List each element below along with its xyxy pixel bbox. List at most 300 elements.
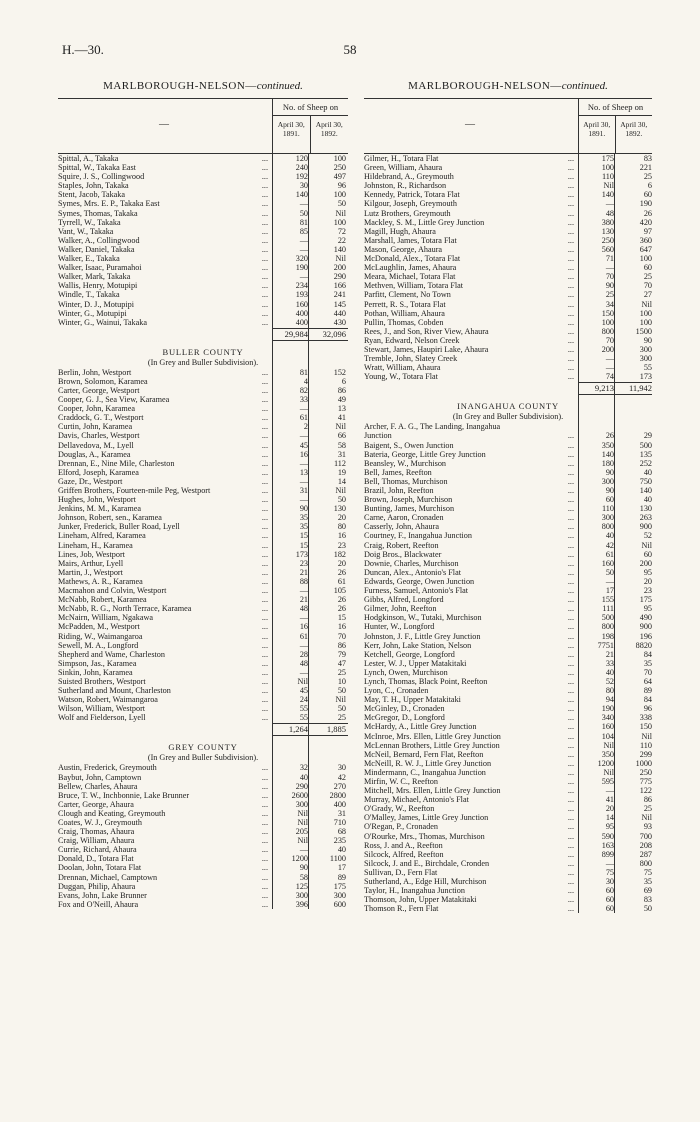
sheep-1892: 52 xyxy=(643,531,652,541)
owner-name: Gaze, Dr., Westport xyxy=(58,476,123,486)
leader-dots: ... xyxy=(567,513,574,523)
county-heading: GREY COUNTY xyxy=(168,742,238,753)
sheep-1892: 647 xyxy=(639,244,652,254)
sheep-1891: — xyxy=(605,576,614,586)
leader-dots: ... xyxy=(567,299,574,309)
leader-dots: ... xyxy=(567,676,574,686)
owner-name: Tyrrell, W., Takaka xyxy=(58,217,121,227)
leader-dots: ... xyxy=(567,576,574,586)
leader-dots: ... xyxy=(261,827,268,837)
sheep-1891: 110 xyxy=(602,504,614,514)
sheep-1891: 380 xyxy=(601,217,614,227)
owner-name: Methven, William, Totara Flat xyxy=(364,281,464,291)
owner-name: Berlin, John, Westport xyxy=(58,367,132,377)
sheep-1892: 299 xyxy=(639,749,652,759)
leader-dots: ... xyxy=(567,272,574,282)
right-column xyxy=(364,80,652,913)
sheep-1891: 71 xyxy=(605,254,614,264)
sheep-1891: 250 xyxy=(601,235,614,245)
owner-name: Sewell, M. A., Longford xyxy=(58,640,139,650)
sheep-1891: 85 xyxy=(299,226,308,236)
sheep-count-header xyxy=(272,99,348,153)
table-row xyxy=(58,386,348,395)
table-row xyxy=(58,300,348,309)
owner-name: Bateria, George, Little Grey Junction xyxy=(364,449,486,459)
owner-name: Hughes, John, Westport xyxy=(58,495,136,505)
leader-dots: ... xyxy=(567,595,574,605)
owner-name: Mathews, A. R., Karamea xyxy=(58,576,143,586)
sheep-1891: — xyxy=(299,586,308,596)
sheep-1891: 74 xyxy=(605,372,614,382)
table-row xyxy=(58,568,348,577)
leader-dots: ... xyxy=(567,895,574,905)
sheep-1891: 590 xyxy=(601,831,614,841)
sheep-1892: 47 xyxy=(337,658,346,668)
sheep-1892: 55 xyxy=(643,363,652,373)
table-row xyxy=(58,873,348,882)
sheep-1892: 30 xyxy=(337,763,346,773)
table-row xyxy=(364,522,652,531)
sheep-1892: 15 xyxy=(337,613,346,623)
section-total xyxy=(58,722,348,736)
sheep-1891: 13 xyxy=(299,467,308,477)
owner-name: Mackley, S. M., Little Grey Junction xyxy=(364,217,485,227)
sheep-1892: 35 xyxy=(643,658,652,668)
leader-dots: ... xyxy=(261,449,268,459)
leader-dots: ... xyxy=(261,531,268,541)
sheep-1892: 17 xyxy=(337,863,346,873)
sheep-1891: 120 xyxy=(295,154,308,163)
owner-name: Hodgkinson, W., Tutaki, Murchison xyxy=(364,613,482,623)
leader-dots: ... xyxy=(567,308,574,318)
table-row xyxy=(364,468,652,477)
table-row xyxy=(58,190,348,199)
table-row xyxy=(364,459,652,468)
table-row xyxy=(58,199,348,208)
sheep-1891: 350 xyxy=(601,749,614,759)
table-row xyxy=(58,513,348,522)
sheep-1891: 140 xyxy=(601,190,614,200)
table-row xyxy=(58,836,348,845)
leader-dots: ... xyxy=(567,540,574,550)
leader-dots: ... xyxy=(261,172,268,182)
owner-name: Green, William, Ahaura xyxy=(364,163,443,173)
leader-dots: ... xyxy=(261,522,268,532)
table-row xyxy=(364,568,652,577)
leader-dots: ... xyxy=(567,372,574,382)
sheep-1891: 33 xyxy=(605,658,614,668)
sheep-1892: 19 xyxy=(337,467,346,477)
sheep-1892: 440 xyxy=(333,308,346,318)
leader-dots: ... xyxy=(567,263,574,273)
owner-name: Shepherd and Wame, Charleston xyxy=(58,649,165,659)
sheep-1891: 175 xyxy=(601,154,614,163)
table-row xyxy=(58,495,348,504)
owner-name: Dellavedova, M., Lyell xyxy=(58,440,134,450)
leader-dots: ... xyxy=(567,290,574,300)
sheep-1892: 200 xyxy=(333,263,346,273)
table-row xyxy=(58,845,348,854)
owner-name: Lyon, C., Cronaden xyxy=(364,686,429,696)
sheep-1892: 287 xyxy=(639,849,652,859)
table-row xyxy=(364,190,652,199)
owner-name: Craig, Thomas, Ahaura xyxy=(58,827,135,837)
leader-dots: ... xyxy=(567,317,574,327)
sheep-1891: 400 xyxy=(295,317,308,327)
leader-dots: ... xyxy=(261,576,268,586)
sheep-1891: 125 xyxy=(295,881,308,891)
table-row xyxy=(58,318,348,327)
sheep-1891: 198 xyxy=(601,631,614,641)
leader-dots: ... xyxy=(261,586,268,596)
sheep-1892: 140 xyxy=(639,486,652,495)
leader-dots: ... xyxy=(261,235,268,245)
sheep-1891: 35 xyxy=(299,522,308,532)
sheep-1891: — xyxy=(299,404,308,414)
sheep-1891: 4 xyxy=(303,376,308,386)
sheep-1891: 160 xyxy=(601,722,614,732)
table-row xyxy=(364,272,652,281)
sheep-1892: Nil xyxy=(335,695,346,705)
table-row xyxy=(58,368,348,377)
sheep-1892: 50 xyxy=(337,686,346,696)
leader-dots: ... xyxy=(567,495,574,505)
total-rule-bottom xyxy=(272,735,348,736)
leader-dots: ... xyxy=(567,335,574,345)
sheep-1892: 110 xyxy=(640,740,652,750)
leader-dots: ... xyxy=(261,808,268,818)
sheep-1892: 182 xyxy=(333,549,346,559)
sheep-1892: 23 xyxy=(337,540,346,550)
sheep-1891: 396 xyxy=(295,899,308,909)
sheep-1892: 145 xyxy=(333,299,346,309)
sheep-1892: Nil xyxy=(641,731,652,741)
table-row xyxy=(58,163,348,172)
table-row xyxy=(364,777,652,786)
sheep-1892: 775 xyxy=(639,777,652,786)
leader-dots: ... xyxy=(261,244,268,254)
sheep-1892: 16 xyxy=(337,622,346,632)
sheep-1892: 27 xyxy=(643,290,652,300)
leader-dots: ... xyxy=(567,813,574,823)
owner-name: Perrett, R. S., Totara Flat xyxy=(364,299,446,309)
sheep-1892: 72 xyxy=(337,226,346,236)
leader-dots: ... xyxy=(567,658,574,668)
sheep-1891: 34 xyxy=(605,299,614,309)
owner-name: Tremble, John, Slatey Creek xyxy=(364,354,458,364)
owner-name: Casserly, John, Ahaura xyxy=(364,522,439,532)
owner-name: Winter, D. J., Motupipi xyxy=(58,299,134,309)
leader-dots: ... xyxy=(567,840,574,850)
table-row xyxy=(364,236,652,245)
owner-name: Taylor, H., Inangahua Junction xyxy=(364,886,465,896)
leader-dots: ... xyxy=(567,613,574,623)
sheep-1891: 500 xyxy=(601,613,614,623)
sheep-1891: 60 xyxy=(605,904,614,914)
owner-name: Ross, J. and A., Reefton xyxy=(364,840,443,850)
leader-dots: ... xyxy=(261,376,268,386)
sheep-1891: 160 xyxy=(295,299,308,309)
right-title-text: MARLBOROUGH-NELSON— xyxy=(408,80,562,92)
sheep-1891: 100 xyxy=(601,317,614,327)
owner-name: Hildebrand, A., Greymouth xyxy=(364,172,454,182)
right-rows xyxy=(364,154,652,913)
table-row xyxy=(58,641,348,650)
owner-name: Stewart, James, Haupiri Lake, Ahaura xyxy=(364,344,489,354)
table-row xyxy=(58,541,348,550)
leader-dots: ... xyxy=(261,317,268,327)
sheep-1891: 234 xyxy=(295,281,308,291)
sheep-1892: 200 xyxy=(639,558,652,568)
sheep-1891: — xyxy=(299,476,308,486)
table-row xyxy=(364,768,652,777)
leader-dots: ... xyxy=(567,254,574,264)
owner-name: Griffen Brothers, Fourteen-mile Peg, Westport xyxy=(58,486,211,495)
leader-dots: ... xyxy=(261,413,268,423)
total-1891: 1,264 xyxy=(288,724,308,735)
sheep-1892: 79 xyxy=(337,649,346,659)
table-row xyxy=(364,372,652,381)
leader-dots: ... xyxy=(261,567,268,577)
owner-name: Baigent, S., Owen Junction xyxy=(364,440,454,450)
sheep-1891: — xyxy=(299,613,308,623)
sheep-1891: 61 xyxy=(299,413,308,423)
sheep-1891: 45 xyxy=(299,440,308,450)
sheep-1891: 560 xyxy=(601,244,614,254)
leader-dots: ... xyxy=(261,367,268,377)
table-row xyxy=(58,559,348,568)
leader-dots: ... xyxy=(261,595,268,605)
owner-name: Currie, Richard, Ahaura xyxy=(58,845,137,855)
sheep-1892: 16 xyxy=(337,531,346,541)
leader-dots: ... xyxy=(261,404,268,414)
table-row xyxy=(58,613,348,622)
sheep-1892: 60 xyxy=(643,549,652,559)
sheep-1892: 150 xyxy=(639,722,652,732)
owner-name: O'Malley, James, Little Grey Junction xyxy=(364,813,489,823)
owner-name: Macmahon and Colvin, Westport xyxy=(58,586,167,596)
document-code: H.—30. xyxy=(62,42,104,57)
table-row xyxy=(364,290,652,299)
leader-dots: ... xyxy=(261,890,268,900)
page-number: 58 xyxy=(343,42,357,57)
sheep-1892: 26 xyxy=(337,595,346,605)
leader-dots: ... xyxy=(567,172,574,182)
table-row xyxy=(364,704,652,713)
name-column-dash: — xyxy=(159,119,169,130)
right-column-title xyxy=(364,80,652,96)
table-row xyxy=(58,891,348,900)
leader-dots: ... xyxy=(567,686,574,696)
sheep-1891: 25 xyxy=(605,290,614,300)
sheep-1891: 90 xyxy=(299,863,308,873)
owner-name: Junction xyxy=(364,431,392,441)
leader-dots: ... xyxy=(261,190,268,200)
table-row xyxy=(364,218,652,227)
table-row xyxy=(58,650,348,659)
sheep-1891: Nil xyxy=(603,767,614,777)
leader-dots: ... xyxy=(567,440,574,450)
sheep-1892: 25 xyxy=(337,713,346,723)
leader-dots: ... xyxy=(261,163,268,173)
county-subheading: (In Grey and Buller Subdivision). xyxy=(147,357,259,367)
sheep-1891: 40 xyxy=(605,531,614,541)
owner-name: Mindermann, C., Inangahua Junction xyxy=(364,767,486,777)
sheep-1892: 95 xyxy=(643,567,652,577)
owner-name: Beansley, W., Murchison xyxy=(364,458,447,468)
table-row xyxy=(364,613,652,622)
sheep-1891: 50 xyxy=(299,208,308,218)
table-row xyxy=(364,477,652,486)
table-row xyxy=(58,695,348,704)
owner-name: Carne, Aaron, Cronaden xyxy=(364,513,444,523)
sheep-1892: 97 xyxy=(643,226,652,236)
sheep-1892: 93 xyxy=(643,822,652,832)
leader-dots: ... xyxy=(261,540,268,550)
owner-name: Silcock, Alfred, Reefton xyxy=(364,849,444,859)
sheep-1892: 100 xyxy=(639,317,652,327)
sheep-1891: Nil xyxy=(297,836,308,846)
sheep-1891: 95 xyxy=(605,822,614,832)
leader-dots: ... xyxy=(567,354,574,364)
leader-dots: ... xyxy=(567,886,574,896)
sheep-1892: 60 xyxy=(643,190,652,200)
owner-name: Walker, A., Collingwood xyxy=(58,235,140,245)
leader-dots: ... xyxy=(261,649,268,659)
owner-name: Lines, Job, Westport xyxy=(58,549,125,559)
sheep-1892: 20 xyxy=(337,513,346,523)
table-row xyxy=(364,877,652,886)
table-row xyxy=(58,809,348,818)
owner-name: Davis, Charles, Westport xyxy=(58,431,140,441)
sheep-on-label: No. of Sheep on xyxy=(273,99,348,116)
table-row xyxy=(58,773,348,782)
sheep-1891: 110 xyxy=(602,172,614,182)
owner-name: Elford, Joseph, Karamea xyxy=(58,467,139,477)
table-row xyxy=(58,677,348,686)
table-row xyxy=(58,154,348,163)
leader-dots: ... xyxy=(567,777,574,786)
table-row xyxy=(58,218,348,227)
sheep-1892: 26 xyxy=(337,567,346,577)
sheep-1891: 899 xyxy=(601,849,614,859)
sheep-1892: 166 xyxy=(333,281,346,291)
sheep-1892: 100 xyxy=(333,217,346,227)
owner-name: Watson, Robert, Waimangaroa xyxy=(58,695,158,705)
owner-name: Lester, W. J., Upper Matakitaki xyxy=(364,658,467,668)
sheep-1891: 400 xyxy=(295,308,308,318)
owner-name: McLennan Brothers, Little Grey Junction xyxy=(364,740,500,750)
table-row xyxy=(364,163,652,172)
table-row xyxy=(364,641,652,650)
table-row xyxy=(58,531,348,540)
owner-name: Donald, D., Totara Flat xyxy=(58,854,134,864)
owner-name: Ketchell, George, Longford xyxy=(364,649,455,659)
sheep-1891: 800 xyxy=(601,522,614,532)
leader-dots: ... xyxy=(567,344,574,354)
table-row xyxy=(58,245,348,254)
sheep-1892: 140 xyxy=(333,244,346,254)
leader-dots: ... xyxy=(567,586,574,596)
table-row xyxy=(364,895,652,904)
sheep-1891: — xyxy=(299,431,308,441)
sheep-1892: 173 xyxy=(639,372,652,382)
owner-name: Gibbs, Alfred, Longford xyxy=(364,595,444,605)
county-heading: INANGAHUA COUNTY xyxy=(457,401,559,412)
leader-dots: ... xyxy=(261,872,268,882)
owner-name: Cooper, John, Karamea xyxy=(58,404,135,414)
sheep-1891: 1200 xyxy=(597,758,614,768)
sheep-1891: 70 xyxy=(605,335,614,345)
owner-name: Mairs, Arthur, Lyell xyxy=(58,558,124,568)
owner-name: Edwards, George, Owen Junction xyxy=(364,576,475,586)
sheep-1891: — xyxy=(605,199,614,209)
sheep-1891: 55 xyxy=(299,704,308,714)
leader-dots: ... xyxy=(261,263,268,273)
leader-dots: ... xyxy=(567,181,574,191)
leader-dots: ... xyxy=(261,395,268,405)
owner-name: Carter, George, Westport xyxy=(58,385,140,395)
sheep-1892: 300 xyxy=(639,354,652,364)
owner-name: Sutherland, A., Edge Hill, Murchison xyxy=(364,877,487,887)
owner-name: Craig, William, Ahaura xyxy=(58,836,135,846)
table-row xyxy=(364,199,652,208)
owner-name: May, T. H., Upper Matakitaki xyxy=(364,695,461,705)
leader-dots: ... xyxy=(261,781,268,791)
table-row xyxy=(364,813,652,822)
owner-name: McNabb, R. G., North Terrace, Karamea xyxy=(58,604,192,614)
sheep-1891: 60 xyxy=(605,495,614,505)
name-column-dash: — xyxy=(465,119,475,130)
owner-name: Archer, F. A. G., The Landing, Inangahua xyxy=(364,422,501,432)
owner-name: Mason, George, Ahaura xyxy=(364,244,443,254)
leader-dots: ... xyxy=(261,308,268,318)
leader-dots: ... xyxy=(567,786,574,796)
left-column-title xyxy=(58,80,348,96)
leader-dots: ... xyxy=(567,163,574,173)
sheep-1891: 94 xyxy=(605,695,614,705)
table-row xyxy=(364,441,652,450)
table-row xyxy=(58,632,348,641)
table-row xyxy=(364,363,652,372)
leader-dots: ... xyxy=(567,904,574,914)
table-row xyxy=(364,686,652,695)
table-row xyxy=(364,722,652,731)
sheep-1892: 750 xyxy=(639,476,652,486)
owner-name: Marshall, James, Totara Flat xyxy=(364,235,457,245)
sheep-1892: 710 xyxy=(333,818,346,827)
owner-name: Hunter, W., Longford xyxy=(364,622,435,632)
sheep-1891: 55 xyxy=(299,713,308,723)
table-row xyxy=(58,800,348,809)
leader-dots: ... xyxy=(261,763,268,773)
sheep-1892: 83 xyxy=(643,154,652,163)
owner-name: McInroe, Mrs. Ellen, Little Grey Junction xyxy=(364,731,501,741)
sheep-1892: 64 xyxy=(643,676,652,686)
table-row xyxy=(364,354,652,363)
owner-name: McNeill, R. W. J., Little Grey Junction xyxy=(364,758,492,768)
sheep-1892: 175 xyxy=(333,881,346,891)
sheep-1892: 69 xyxy=(643,886,652,896)
sheep-1891: 41 xyxy=(605,795,614,805)
sheep-1892: 235 xyxy=(333,836,346,846)
sheep-1892: 13 xyxy=(337,404,346,414)
sheep-1891: 45 xyxy=(299,686,308,696)
table-row xyxy=(58,395,348,404)
leader-dots: ... xyxy=(261,631,268,641)
sheep-1892: 250 xyxy=(639,767,652,777)
table-row xyxy=(364,181,652,190)
